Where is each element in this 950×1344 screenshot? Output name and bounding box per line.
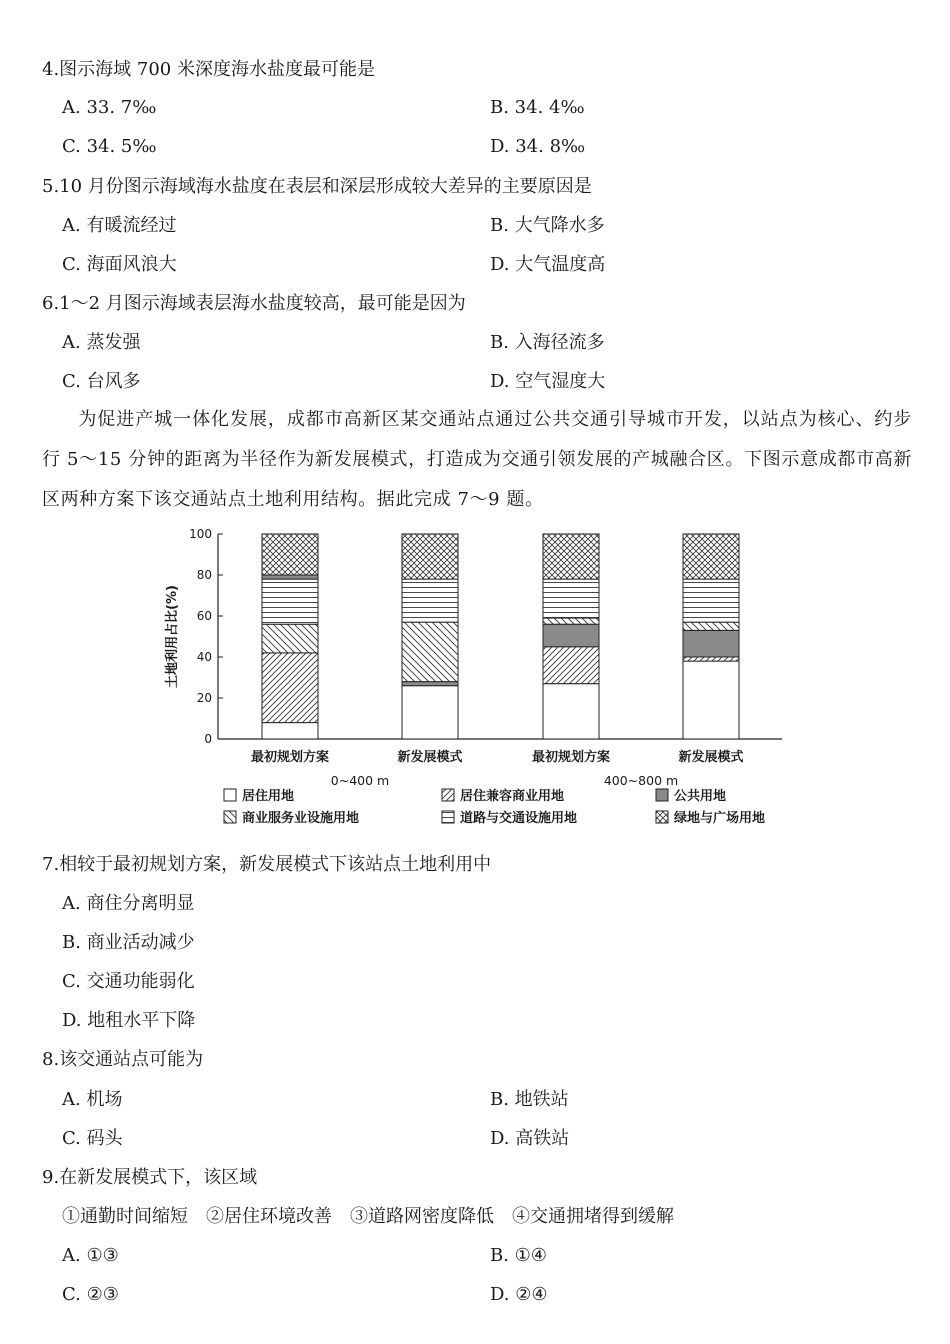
q6-option-c[interactable]: C. 台风多 — [62, 371, 141, 392]
bar-segment — [402, 686, 458, 739]
legend-label: 居住兼容商业用地 — [460, 789, 565, 804]
q4-option-a[interactable]: A. 33. 7‰ — [62, 97, 157, 118]
q6-option-b[interactable]: B. 入海径流多 — [490, 332, 605, 353]
bar-segment — [262, 624, 318, 653]
bar-segment — [543, 684, 599, 739]
question-9-stem: 9.在新发展模式下，该区域 — [42, 1167, 258, 1188]
legend-label: 居住用地 — [242, 789, 295, 804]
q4-option-c[interactable]: C. 34. 5‰ — [62, 136, 157, 157]
q9-option-c[interactable]: C. ②③ — [62, 1284, 119, 1305]
q5-option-b[interactable]: B. 大气降水多 — [490, 215, 605, 236]
question-8-stem: 8.该交通站点可能为 — [42, 1049, 204, 1070]
q4-option-d[interactable]: D. 34. 8‰ — [490, 136, 586, 157]
q5-option-d[interactable]: D. 大气温度高 — [490, 254, 606, 275]
y-tick-label: 0 — [204, 732, 212, 746]
y-tick-label: 100 — [189, 527, 212, 541]
bar-segment — [683, 661, 739, 739]
q6-option-a[interactable]: A. 蒸发强 — [62, 332, 141, 353]
q8-option-c[interactable]: C. 码头 — [62, 1128, 123, 1149]
q7-option-d[interactable]: D. 地租水平下降 — [62, 1010, 196, 1031]
legend-swatch — [656, 811, 668, 823]
q9-option-a[interactable]: A. ①③ — [62, 1245, 119, 1266]
q9-option-b[interactable]: B. ①④ — [490, 1245, 547, 1266]
x-category-label: 最初规划方案 — [531, 750, 611, 765]
q7-option-b[interactable]: B. 商业活动减少 — [62, 932, 195, 953]
q8-option-b[interactable]: B. 地铁站 — [490, 1089, 569, 1110]
bar-segment — [402, 622, 458, 681]
bar-segment — [543, 624, 599, 647]
passage-text: 为促进产城一体化发展，成都市高新区某交通站点通过公共交通引导城市开发，以站点为核心、约步行 5～15 分钟的距离为半径作为新发展模式，打造成为交通引领发展的产城融合区。下图示意成都市高新区两种方案下该交通站点土地利用结构。据此完成 7～9 题。 — [42, 409, 912, 510]
q5-option-c[interactable]: C. 海面风浪大 — [62, 254, 177, 275]
bar-segment — [262, 575, 318, 579]
question-6-stem: 6.1～2 月图示海域表层海水盐度较高，最可能是因为 — [42, 293, 466, 314]
land-use-stacked-bar-chart — [150, 515, 800, 845]
q7-option-a[interactable]: A. 商住分离明显 — [62, 893, 195, 914]
bar-segment — [683, 534, 739, 579]
question-7-stem: 7.相较于最初规划方案，新发展模式下该站点土地利用中 — [42, 854, 492, 875]
q4-option-b[interactable]: B. 34. 4‰ — [490, 97, 585, 118]
y-tick-label: 40 — [196, 650, 212, 664]
q7-option-c[interactable]: C. 交通功能弱化 — [62, 971, 195, 992]
x-category-label: 新发展模式 — [678, 750, 744, 765]
bar-segment — [543, 579, 599, 618]
y-tick-label: 20 — [196, 691, 212, 705]
bar-segment — [683, 657, 739, 661]
bar-segment — [543, 618, 599, 624]
reading-passage — [42, 400, 912, 520]
bar-segment — [683, 622, 739, 630]
bar-segment — [262, 579, 318, 624]
legend-label: 公共用地 — [674, 789, 727, 804]
bar-segment — [683, 630, 739, 657]
y-tick-label: 60 — [196, 609, 212, 623]
x-group-label: 400~800 m — [603, 773, 679, 788]
bar-segment — [543, 534, 599, 579]
x-category-label: 最初规划方案 — [250, 750, 330, 765]
y-tick-label: 80 — [196, 568, 212, 582]
y-axis-label: 土地利用占比(%) — [165, 585, 180, 688]
bar-segment — [262, 534, 318, 575]
legend-swatch — [442, 789, 454, 801]
bar-segment — [543, 647, 599, 684]
legend-label: 道路与交通设施用地 — [460, 811, 578, 826]
legend-swatch — [224, 789, 236, 801]
q5-option-a[interactable]: A. 有暖流经过 — [62, 215, 177, 236]
legend-swatch — [442, 811, 454, 823]
legend-label: 绿地与广场用地 — [674, 811, 766, 826]
bar-segment — [402, 682, 458, 686]
q6-option-d[interactable]: D. 空气湿度大 — [490, 371, 606, 392]
bar-segment — [262, 653, 318, 723]
bar-segment — [683, 579, 739, 622]
bar-segment — [262, 723, 318, 739]
bar-segment — [402, 579, 458, 622]
x-category-label: 新发展模式 — [397, 750, 463, 765]
q8-option-d[interactable]: D. 高铁站 — [490, 1128, 570, 1149]
question-4-stem: 4.图示海域 700 米深度海水盐度最可能是 — [42, 59, 375, 80]
legend-swatch — [224, 811, 236, 823]
question-5-stem: 5.10 月份图示海域海水盐度在表层和深层形成较大差异的主要原因是 — [42, 176, 592, 197]
q9-option-d[interactable]: D. ②④ — [490, 1284, 548, 1305]
q9-statements: ①通勤时间缩短 ②居住环境改善 ③道路网密度降低 ④交通拥堵得到缓解 — [62, 1206, 674, 1227]
legend-swatch — [656, 789, 668, 801]
x-group-label: 0~400 m — [330, 773, 390, 788]
q8-option-a[interactable]: A. 机场 — [62, 1089, 123, 1110]
bar-segment — [402, 534, 458, 579]
legend-label: 商业服务业设施用地 — [242, 811, 360, 826]
